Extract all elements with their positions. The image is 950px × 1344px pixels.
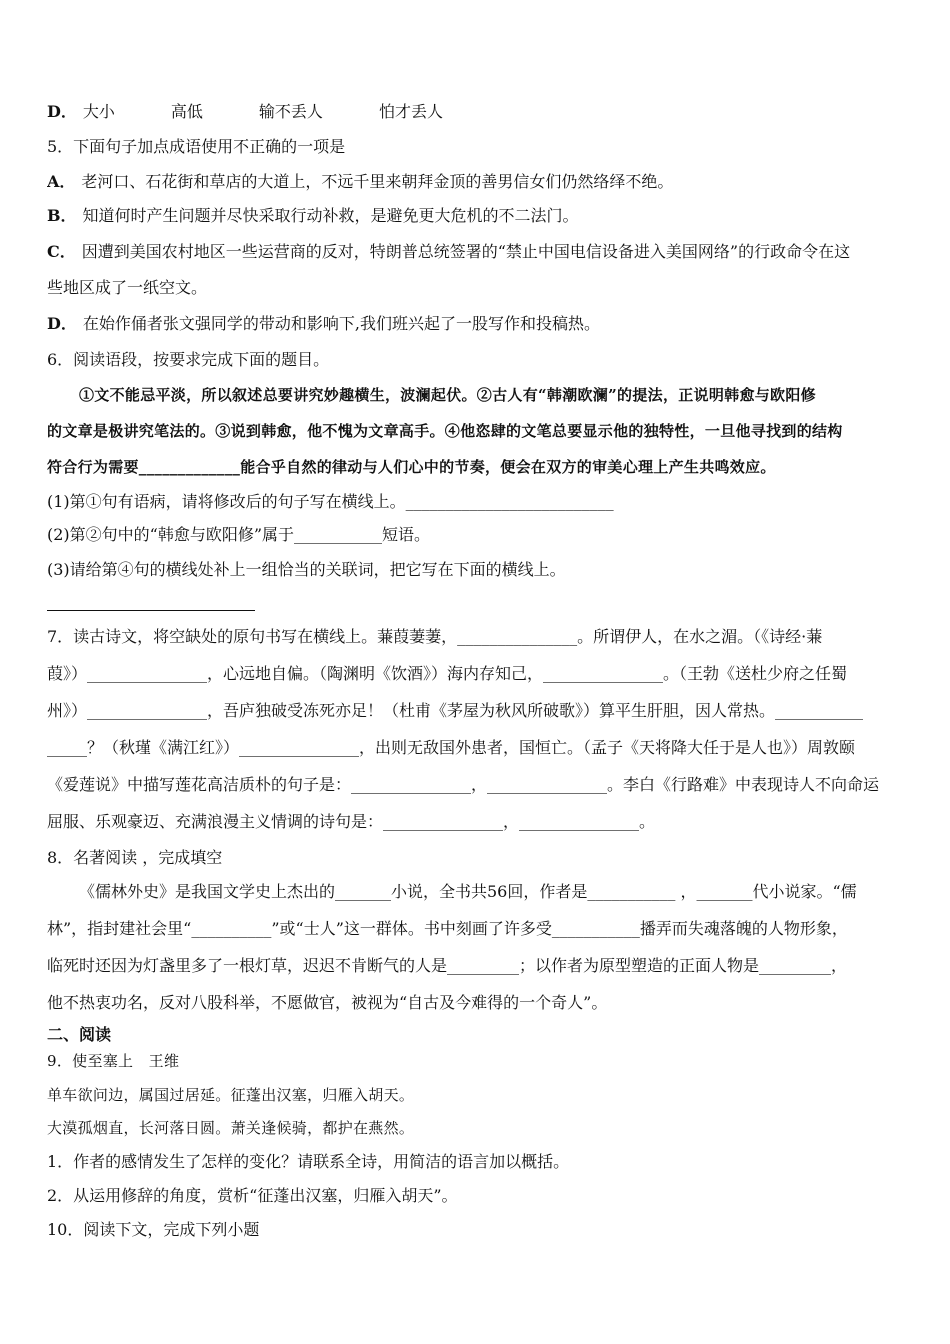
q6-passage-line <box>47 385 906 407</box>
q7-line: 屈服、乐观豪迈、充满浪漫主义情调的诗句是：_______________，_______________。 <box>47 812 656 831</box>
q7-line: 《爱莲说》中描写莲花高洁质朴的句子是：_______________，_______________。李白《行路难》中表现诗人不向命运 <box>47 775 880 794</box>
section-heading: 二、阅读 <box>47 1025 112 1044</box>
passage-text: ①文不能忌平淡，所以叙述总要讲究妙趣横生，波澜起伏。②古人有“韩潮欧澜”的提法，正说明韩愈与欧阳修 <box>79 386 816 404</box>
q8-line <box>47 882 906 904</box>
option-letter: D． <box>47 314 77 333</box>
q9-sub-question-2: 2．从运用修辞的角度，赏析“征蓬出汉塞，归雁入胡天”。 <box>47 1186 458 1205</box>
q7-line: _____？（秋瑾《满江红》）_______________，出则无敌国外患者，国恒亡。（孟子《天将降大任于是人也》）周敦颐 <box>47 738 856 757</box>
q9-title: 9．使至塞上 王维 <box>47 1052 180 1070</box>
option-text: 知道何时产生问题并尽快采取行动补救，是避免更大危机的不二法门。 <box>82 206 579 225</box>
q7-line: 7．读古诗文，将空缺处的原句书写在横线上。蒹葭萋萋，_______________。所谓伊人，在水之湄。（《诗经·蒹 <box>47 627 823 646</box>
q6-stem: 6．阅读语段，按要求完成下面的题目。 <box>47 350 330 369</box>
option-d-item: 输不丢人 <box>258 102 323 121</box>
q10-stem: 10．阅读下文，完成下列小题 <box>47 1220 260 1239</box>
q5-option-c-cont: 些地区成了一纸空文。 <box>47 278 208 297</box>
option-letter: C． <box>47 242 76 261</box>
option-d-item: 怕才丢人 <box>378 102 443 121</box>
option-text: 在始作俑者张文强同学的带动和影响下,我们班兴起了一股写作和投稿热。 <box>82 314 600 333</box>
q5-stem: 5．下面句子加点成语使用不正确的一项是 <box>47 137 346 156</box>
q6-sub-question-3: (3)请给第④句的横线处补上一组恰当的关联词，把它写在下面的横线上。 <box>47 560 566 579</box>
q5-option-b <box>47 206 906 228</box>
q9-sub-question-1: 1．作者的感情发生了怎样的变化？请联系全诗，用简洁的语言加以概括。 <box>47 1152 570 1171</box>
q7-line: 州》）_______________，吾庐独破受冻死亦足！（杜甫《茅屋为秋风所破歌》）算平生肝胆，因人常热。___________ <box>47 701 864 720</box>
q7-line: 葭》）_______________，心远地自偏。（陶渊明《饮酒》）海内存知己，_______________。（王勃《送杜少府之任蜀 <box>47 664 848 683</box>
option-text: 老河口、石花街和草店的大道上，不远千里来朝拜金顶的善男信女们仍然络绎不绝。 <box>81 172 674 191</box>
q8-text: 《儒林外史》是我国文学史上杰出的_______小说，全书共56回，作者是___________ ，_______代小说家。“儒 <box>79 882 857 901</box>
option-d-item: 高低 <box>170 102 203 121</box>
q5-option-a <box>47 172 906 194</box>
q8-stem: 8．名著阅读 ，完成填空 <box>47 848 223 867</box>
q6-sub-question-2: (2)第②句中的“韩愈与欧阳修”属于___________短语。 <box>47 525 431 544</box>
answer-blank-line <box>47 610 255 611</box>
q5-option-d <box>47 314 906 336</box>
option-letter: B． <box>47 206 77 225</box>
q9-poem-line: 单车欲问边，属国过居延。征蓬出汉塞，归雁入胡天。 <box>47 1086 415 1104</box>
option-letter: D． <box>47 102 77 121</box>
q9-poem-line: 大漠孤烟直，长河落日圆。萧关逢候骑，都护在燕然。 <box>47 1119 415 1137</box>
q6-passage-line: 的文章是极讲究笔法的。③说到韩愈，他不愧为文章高手。④他恣肆的文笔总要显示他的独特性，一旦他寻找到的结构 <box>47 422 843 440</box>
q4-option-d <box>47 102 906 124</box>
option-text: 因遭到美国农村地区一些运营商的反对，特朗普总统签署的“禁止中国电信设备进入美国网络”的行政命令在这 <box>81 242 851 261</box>
option-letter: A． <box>47 172 76 191</box>
option-d-item: 大小 <box>82 102 115 121</box>
q6-sub-question-1: (1)第①句有语病，请将修改后的句子写在横线上。__________________________ <box>47 492 614 511</box>
q8-line: 林”，指封建社会里“__________”或“士人”这一群体。书中刻画了许多受___________播弄而失魂落魄的人物形象， <box>47 919 848 938</box>
q8-line: 他不热衷功名，反对八股科举，不愿做官，被视为“自古及今难得的一个奇人”。 <box>47 993 608 1012</box>
q6-passage-line: 符合行为需要_____________能合乎自然的律动与人们心中的节奏，便会在双方的审美心理上产生共鸣效应。 <box>47 458 776 476</box>
q5-option-c <box>47 242 906 264</box>
q8-line: 临死时还因为灯盏里多了一根灯草，迟迟不肯断气的人是_________；以作者为原型塑造的正面人物是_________， <box>47 956 848 975</box>
